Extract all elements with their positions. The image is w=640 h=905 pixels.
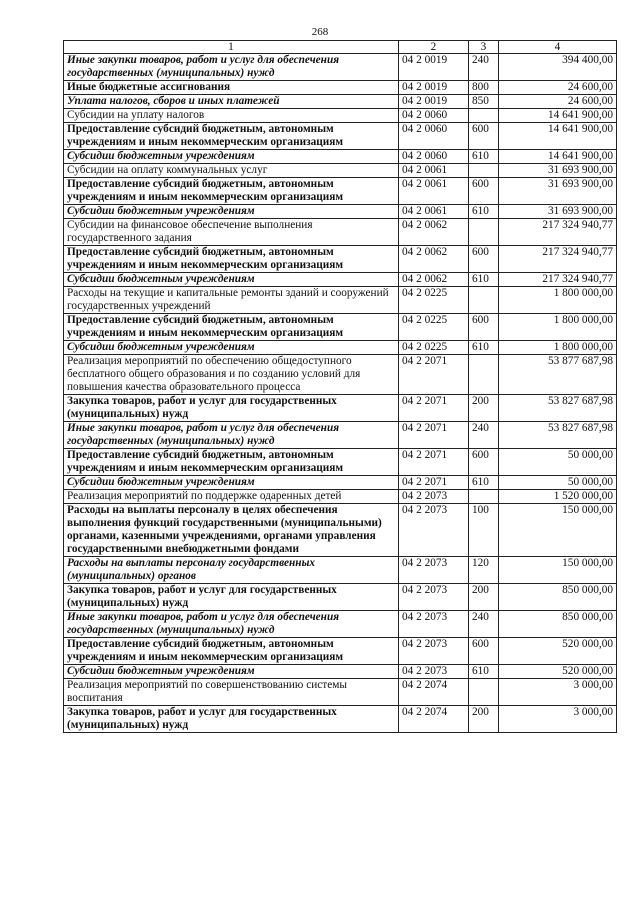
header-name: 1	[64, 41, 399, 54]
table-row	[64, 164, 617, 178]
row-type-cell: 200	[469, 395, 499, 422]
row-name-cell: Расходы на текущие и капитальные ремонты зданий и сооружений государственных учреждений	[64, 287, 399, 314]
row-code-cell: 04 2 0019	[399, 95, 469, 109]
table-row	[64, 123, 617, 150]
row-code-cell: 04 2 2073	[399, 490, 469, 504]
table-row	[64, 679, 617, 706]
row-type-cell: 610	[469, 665, 499, 679]
row-name-cell: Иные закупки товаров, работ и услуг для обеспечения государственных (муниципальных) нужд	[64, 611, 399, 638]
row-type-cell: 600	[469, 638, 499, 665]
row-sum-cell: 150 000,00	[499, 557, 617, 584]
row-sum-cell: 217 324 940,77	[499, 219, 617, 246]
row-sum-cell: 3 000,00	[499, 706, 617, 733]
table-row	[64, 341, 617, 355]
table-row	[64, 273, 617, 287]
row-code-cell: 04 2 0060	[399, 109, 469, 123]
row-sum-cell: 24 600,00	[499, 81, 617, 95]
table-header-row	[64, 41, 617, 54]
row-type-cell	[469, 679, 499, 706]
row-name-cell: Предоставление субсидий бюджетным, автономным учреждениям и иным некоммерческим организациям	[64, 638, 399, 665]
row-code-cell: 04 2 0062	[399, 246, 469, 273]
row-type-cell: 200	[469, 706, 499, 733]
row-code-cell: 04 2 2074	[399, 706, 469, 733]
row-sum-cell: 217 324 940,77	[499, 273, 617, 287]
row-code-cell: 04 2 0019	[399, 54, 469, 81]
row-code-cell: 04 2 0225	[399, 314, 469, 341]
page-number: 268	[311, 26, 329, 38]
row-type-cell: 100	[469, 504, 499, 557]
row-code-cell: 04 2 2074	[399, 679, 469, 706]
row-code-cell: 04 2 2071	[399, 449, 469, 476]
row-type-cell	[469, 287, 499, 314]
row-code-cell: 04 2 0061	[399, 178, 469, 205]
row-sum-cell: 394 400,00	[499, 54, 617, 81]
header-code: 2	[399, 41, 469, 54]
row-type-cell	[469, 219, 499, 246]
row-name-cell: Расходы на выплаты персоналу в целях обеспечения выполнения функций государственными (муниципальными) органами, казенными учреждениями, органами управления государственными внебюджетными фондами	[64, 504, 399, 557]
row-code-cell: 04 2 2073	[399, 584, 469, 611]
row-sum-cell: 520 000,00	[499, 665, 617, 679]
row-code-cell: 04 2 0225	[399, 287, 469, 314]
table-row	[64, 95, 617, 109]
header-sum: 4	[499, 41, 617, 54]
row-code-cell: 04 2 2073	[399, 504, 469, 557]
row-code-cell: 04 2 0060	[399, 123, 469, 150]
row-type-cell: 850	[469, 95, 499, 109]
row-code-cell: 04 2 0061	[399, 205, 469, 219]
table-row	[64, 395, 617, 422]
row-sum-cell: 150 000,00	[499, 504, 617, 557]
row-code-cell: 04 2 2071	[399, 395, 469, 422]
row-sum-cell: 850 000,00	[499, 584, 617, 611]
table-row	[64, 314, 617, 341]
table-row	[64, 355, 617, 395]
row-type-cell: 800	[469, 81, 499, 95]
row-sum-cell: 31 693 900,00	[499, 178, 617, 205]
row-type-cell: 600	[469, 178, 499, 205]
row-type-cell	[469, 355, 499, 395]
row-name-cell: Субсидии бюджетным учреждениям	[64, 341, 399, 355]
row-sum-cell: 217 324 940,77	[499, 246, 617, 273]
row-sum-cell: 14 641 900,00	[499, 150, 617, 164]
table-row	[64, 638, 617, 665]
row-name-cell: Реализация мероприятий по совершенствованию системы воспитания	[64, 679, 399, 706]
row-sum-cell: 1 800 000,00	[499, 314, 617, 341]
row-name-cell: Предоставление субсидий бюджетным, автономным учреждениям и иным некоммерческим организациям	[64, 178, 399, 205]
row-code-cell: 04 2 0061	[399, 164, 469, 178]
row-name-cell: Закупка товаров, работ и услуг для государственных (муниципальных) нужд	[64, 395, 399, 422]
row-code-cell: 04 2 2073	[399, 557, 469, 584]
row-code-cell: 04 2 2073	[399, 665, 469, 679]
row-name-cell: Субсидии бюджетным учреждениям	[64, 273, 399, 287]
row-sum-cell: 1 800 000,00	[499, 287, 617, 314]
row-type-cell: 600	[469, 246, 499, 273]
row-name-cell: Субсидии на оплату коммунальных услуг	[64, 164, 399, 178]
table-row	[64, 584, 617, 611]
table-body	[64, 54, 617, 733]
row-code-cell: 04 2 0062	[399, 273, 469, 287]
table-row	[64, 178, 617, 205]
table-row	[64, 504, 617, 557]
row-name-cell: Субсидии на уплату налогов	[64, 109, 399, 123]
row-sum-cell: 14 641 900,00	[499, 109, 617, 123]
row-code-cell: 04 2 2071	[399, 476, 469, 490]
row-code-cell: 04 2 0225	[399, 341, 469, 355]
row-type-cell	[469, 164, 499, 178]
row-type-cell: 240	[469, 611, 499, 638]
row-sum-cell: 50 000,00	[499, 476, 617, 490]
table-row	[64, 287, 617, 314]
table-row	[64, 150, 617, 164]
table-row	[64, 81, 617, 95]
header-type: 3	[469, 41, 499, 54]
row-sum-cell: 24 600,00	[499, 95, 617, 109]
table-row	[64, 219, 617, 246]
table-row	[64, 490, 617, 504]
row-type-cell: 240	[469, 54, 499, 81]
table-row	[64, 205, 617, 219]
row-name-cell: Уплата налогов, сборов и иных платежей	[64, 95, 399, 109]
row-sum-cell: 14 641 900,00	[499, 123, 617, 150]
row-type-cell: 600	[469, 314, 499, 341]
row-name-cell: Субсидии бюджетным учреждениям	[64, 476, 399, 490]
row-sum-cell: 31 693 900,00	[499, 205, 617, 219]
row-name-cell: Субсидии на финансовое обеспечение выполнения государственного задания	[64, 219, 399, 246]
row-type-cell: 120	[469, 557, 499, 584]
row-name-cell: Реализация мероприятий по обеспечению общедоступного бесплатного общего образования и по созданию условий для повышения качества образовательного процесса	[64, 355, 399, 395]
table-row	[64, 476, 617, 490]
row-type-cell: 610	[469, 341, 499, 355]
row-name-cell: Субсидии бюджетным учреждениям	[64, 205, 399, 219]
row-name-cell: Субсидии бюджетным учреждениям	[64, 150, 399, 164]
table-row	[64, 422, 617, 449]
row-sum-cell: 50 000,00	[499, 449, 617, 476]
row-name-cell: Иные закупки товаров, работ и услуг для обеспечения государственных (муниципальных) нужд	[64, 54, 399, 81]
row-type-cell: 610	[469, 205, 499, 219]
row-code-cell: 04 2 2073	[399, 638, 469, 665]
table-row	[64, 109, 617, 123]
row-type-cell: 200	[469, 584, 499, 611]
row-sum-cell: 53 827 687,98	[499, 422, 617, 449]
table-row	[64, 54, 617, 81]
row-sum-cell: 53 877 687,98	[499, 355, 617, 395]
row-code-cell: 04 2 2071	[399, 355, 469, 395]
budget-table	[63, 40, 617, 733]
row-type-cell: 600	[469, 123, 499, 150]
row-sum-cell: 3 000,00	[499, 679, 617, 706]
row-code-cell: 04 2 0019	[399, 81, 469, 95]
row-name-cell: Предоставление субсидий бюджетным, автономным учреждениям и иным некоммерческим организациям	[64, 449, 399, 476]
row-sum-cell: 1 520 000,00	[499, 490, 617, 504]
row-name-cell: Предоставление субсидий бюджетным, автономным учреждениям и иным некоммерческим организациям	[64, 123, 399, 150]
table-row	[64, 611, 617, 638]
row-code-cell: 04 2 0060	[399, 150, 469, 164]
table-row	[64, 449, 617, 476]
row-name-cell: Иные бюджетные ассигнования	[64, 81, 399, 95]
row-sum-cell: 850 000,00	[499, 611, 617, 638]
row-code-cell: 04 2 0062	[399, 219, 469, 246]
row-type-cell: 610	[469, 273, 499, 287]
row-name-cell: Предоставление субсидий бюджетным, автономным учреждениям и иным некоммерческим организациям	[64, 314, 399, 341]
row-name-cell: Предоставление субсидий бюджетным, автономным учреждениям и иным некоммерческим организациям	[64, 246, 399, 273]
row-sum-cell: 31 693 900,00	[499, 164, 617, 178]
row-sum-cell: 53 827 687,98	[499, 395, 617, 422]
row-sum-cell: 1 800 000,00	[499, 341, 617, 355]
row-name-cell: Субсидии бюджетным учреждениям	[64, 665, 399, 679]
table-row	[64, 706, 617, 733]
row-name-cell: Реализация мероприятий по поддержке одаренных детей	[64, 490, 399, 504]
row-type-cell: 610	[469, 150, 499, 164]
row-type-cell	[469, 109, 499, 123]
row-name-cell: Расходы на выплаты персоналу государственных (муниципальных) органов	[64, 557, 399, 584]
row-type-cell: 600	[469, 449, 499, 476]
row-name-cell: Закупка товаров, работ и услуг для государственных (муниципальных) нужд	[64, 706, 399, 733]
row-code-cell: 04 2 2073	[399, 611, 469, 638]
row-name-cell: Иные закупки товаров, работ и услуг для обеспечения государственных (муниципальных) нужд	[64, 422, 399, 449]
table-row	[64, 665, 617, 679]
row-code-cell: 04 2 2071	[399, 422, 469, 449]
table-row	[64, 557, 617, 584]
row-type-cell	[469, 490, 499, 504]
row-type-cell: 240	[469, 422, 499, 449]
row-type-cell: 610	[469, 476, 499, 490]
row-name-cell: Закупка товаров, работ и услуг для государственных (муниципальных) нужд	[64, 584, 399, 611]
table-row	[64, 246, 617, 273]
row-sum-cell: 520 000,00	[499, 638, 617, 665]
